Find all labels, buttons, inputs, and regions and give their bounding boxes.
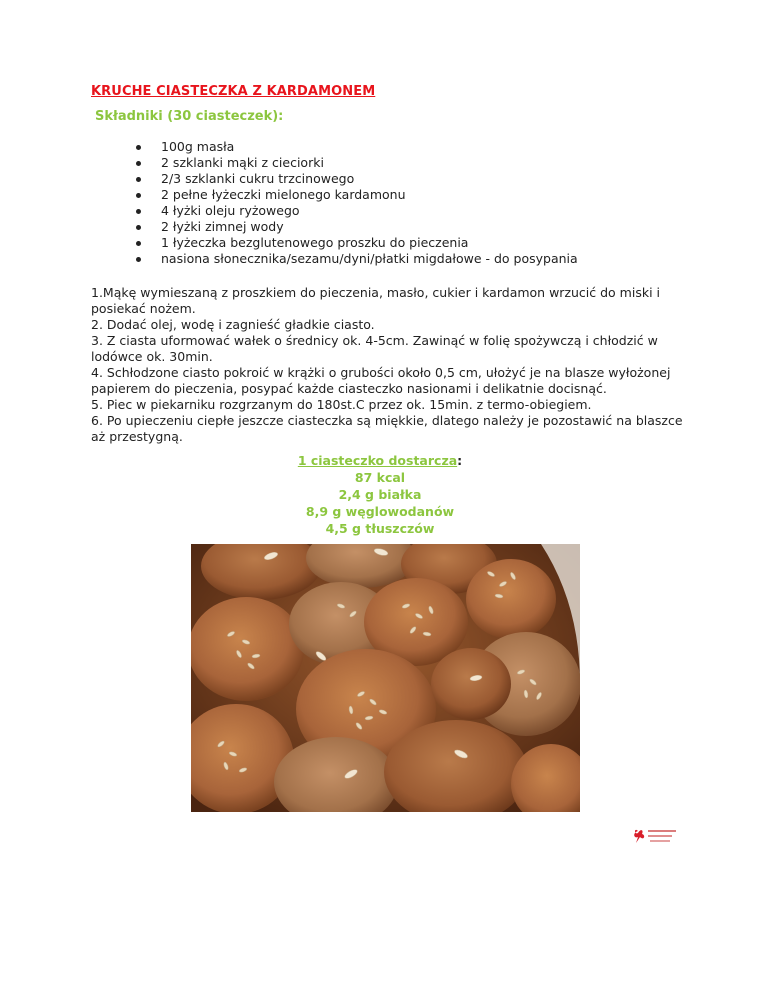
ingredient-item [136,139,578,155]
recipe-title: KRUCHE CIASTECZKA Z KARDAMONEM [91,84,376,99]
ingredients-heading: Składniki (30 ciasteczek): [95,109,284,124]
nutrition-item: 8,9 g węglowodanów [305,504,455,519]
ingredients-list [136,139,578,267]
bullet-icon [136,241,141,246]
ingredient-item [136,203,578,219]
ingredient-text: 100g masła [161,139,235,154]
ingredient-item [136,171,578,187]
brand-logo [632,825,678,847]
bullet-icon [136,161,141,166]
nutrition-item: 87 kcal [354,470,406,485]
ingredient-text: 2 pełne łyżeczki mielonego kardamonu [161,187,406,202]
ingredient-text: nasiona słonecznika/sezamu/dyni/płatki migdałowe - do posypania [161,251,578,266]
cookies-photo [191,544,580,812]
bullet-icon [136,257,141,262]
ingredient-text: 2 szklanki mąki z cieciorki [161,155,324,170]
bullet-icon [136,193,141,198]
bullet-icon [136,209,141,214]
bullet-icon [136,145,141,150]
preparation-steps [91,285,691,445]
ingredient-text: 4 łyżki oleju ryżowego [161,203,300,218]
step-text: 1.Mąkę wymieszaną z proszkiem do pieczenia, masło, cukier i kardamon wrzucić do miski i posiekać nożem. [91,285,660,316]
nutrition-info [220,452,540,537]
bullet-icon [136,225,141,230]
step-text: 6. Po upieczeniu ciepłe jeszcze ciasteczka są miękkie, dlatego należy je pozostawić na blaszce aż przestygną. [91,413,683,444]
ingredient-item [136,155,578,171]
nutrition-heading-line [220,452,540,469]
step-text: 2. Dodać olej, wodę i zagnieść gładkie ciasto. [91,317,375,332]
ingredient-item [136,187,578,203]
ribbon-logo-icon [632,825,678,847]
ingredient-item [136,235,578,251]
step-text: 3. Z ciasta uformować wałek o średnicy ok. 4-5cm. Zawinąć w folię spożywczą i chłodzić w lodówce ok. 30min. [91,333,658,364]
step-text: 5. Piec w piekarniku rozgrzanym do 180st.C przez ok. 15min. z termo-obiegiem. [91,397,592,412]
nutrition-item: 2,4 g białka [338,487,422,502]
step-text: 4. Schłodzone ciasto pokroić w krążki o grubości około 0,5 cm, ułożyć je na blasze wyłożonej papierem do pieczenia, posypać każde ciasteczko nasionami i delikatnie docisnąć. [91,365,671,396]
ingredient-item [136,251,578,267]
ingredient-text: 2/3 szklanki cukru trzcinowego [161,171,355,186]
bullet-icon [136,177,141,182]
nutrition-item: 4,5 g tłuszczów [325,521,435,536]
ingredient-text: 2 łyżki zimnej wody [161,219,284,234]
ingredient-item [136,219,578,235]
cookies-photo-illustration [191,544,580,812]
nutrition-heading: 1 ciasteczko dostarcza [297,453,458,468]
ingredient-text: 1 łyżeczka bezglutenowego proszku do pieczenia [161,235,469,250]
nutrition-heading-colon: : [457,453,463,468]
